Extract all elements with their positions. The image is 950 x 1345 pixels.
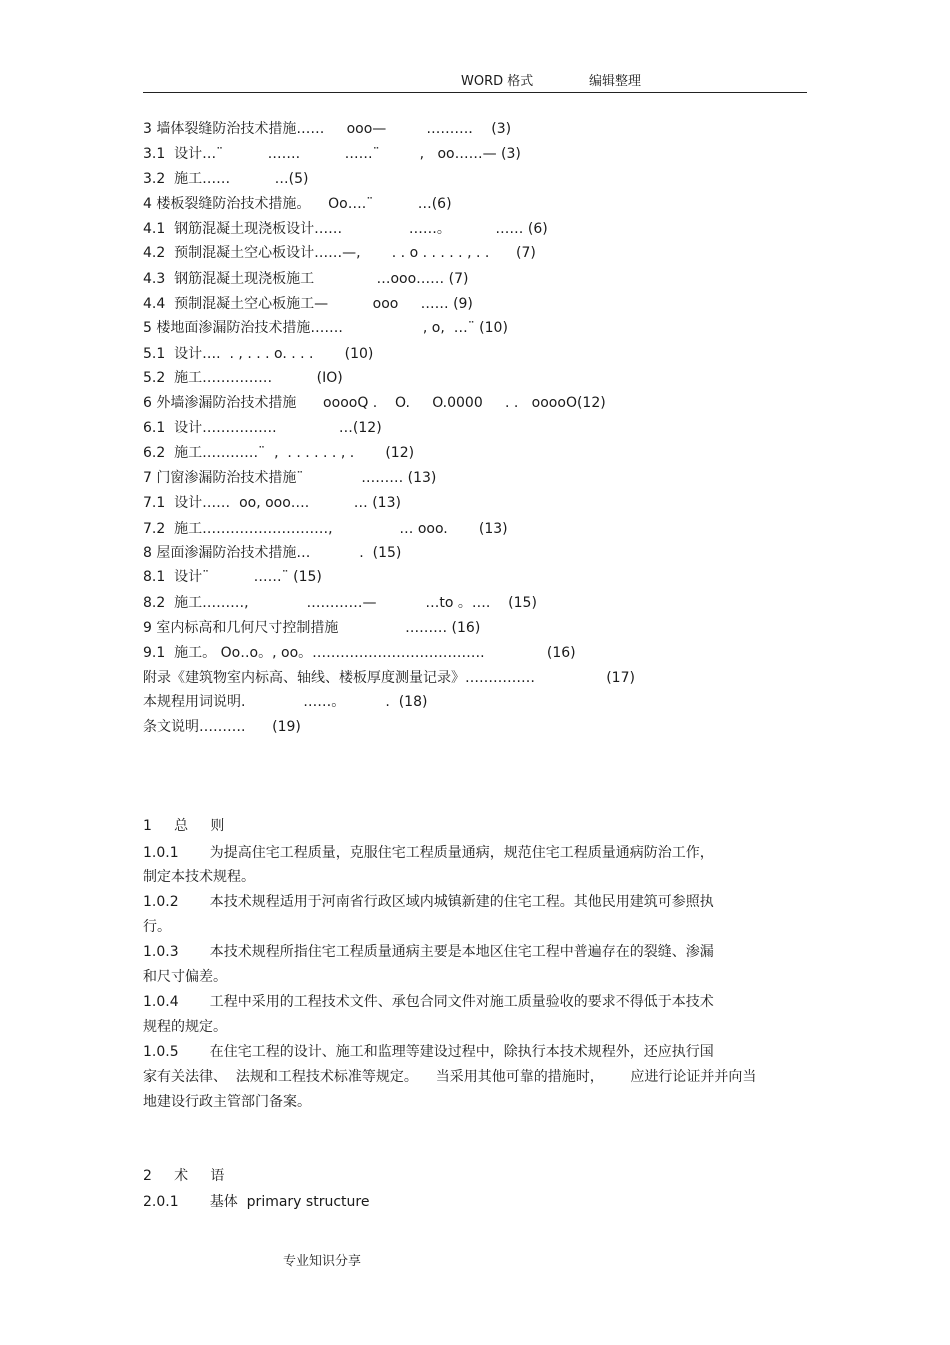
- toc-entry: 4.4 预制混凝土空心板施工— ooo …… (9): [143, 296, 473, 312]
- clause-text: 地建设行政主管部门备案。: [143, 1094, 311, 1110]
- toc-entry: 6 外墙渗漏防治技术措施 ooooQ . O. O.0000 . . ooooO(12): [143, 395, 606, 411]
- toc-entry: 3.2 施工…… …(5): [143, 171, 309, 187]
- section-heading: 1 总 则: [143, 818, 225, 834]
- clause-text: 1.0.3 本技术规程所指住宅工程质量通病主要是本地区住宅工程中普遍存在的裂缝、渗漏: [143, 944, 714, 960]
- toc-entry: 5.2 施工…………… (IO): [143, 370, 343, 386]
- toc-entry: 5.1 设计…. . , . . . o. . . . (10): [143, 346, 374, 362]
- toc-entry: 条文说明………. (19): [143, 719, 301, 735]
- toc-entry: 4.3 钢筋混凝土现浇板施工 …ooo…… (7): [143, 271, 469, 287]
- toc-entry: 9.1 施工。 Oo‥o。, oo。………………………………. (16): [143, 645, 576, 661]
- header-right-text: 编辑整理: [589, 74, 642, 89]
- header-left-text: WORD 格式: [461, 74, 534, 89]
- page-footer: 专业知识分享: [283, 1254, 362, 1269]
- toc-entry: 6.1 设计……………. …(12): [143, 420, 382, 436]
- toc-entry: 7.1 设计…… oo, ooo…. … (13): [143, 495, 401, 511]
- toc-entry: 8 屋面渗漏防治技术措施… . (15): [143, 545, 402, 561]
- clause-text: 规程的规定。: [143, 1019, 227, 1035]
- toc-entry: 7 门窗渗漏防治技术措施¨ ……… (13): [143, 470, 437, 486]
- clause-text: 2.0.1 基体 primary structure: [143, 1194, 370, 1210]
- toc-entry: 8.2 施工………, …………— …to 。…. (15): [143, 595, 537, 611]
- toc-entry: 3 墙体裂缝防治技术措施…… ooo— ………． (3): [143, 121, 512, 137]
- toc-entry: 9 室内标高和几何尺寸控制措施 ……… (16): [143, 620, 481, 636]
- toc-entry: 附录《建筑物室内标高、轴线、楼板厚度测量记录》…………… (17): [143, 670, 635, 686]
- toc-entry: 4 楼板裂缝防治技术措施。 Oo….¨ …(6): [143, 196, 452, 212]
- clause-text: 行。: [143, 919, 171, 935]
- page-header: [143, 68, 807, 93]
- toc-entry: 7.2 施工………………………, … ooo. (13): [143, 521, 508, 537]
- toc-entry: 4.2 预制混凝土空心板设计……—, . . o . . . . . , . . (7): [143, 245, 536, 261]
- toc-entry: 4.1 钢筋混凝土现浇板设计…… ……。 …… (6): [143, 221, 548, 237]
- clause-text: 1.0.5 在住宅工程的设计、施工和监理等建设过程中，除执行本技术规程外，还应执行国: [143, 1044, 714, 1060]
- clause-text: 家有关法律、 法规和工程技术标准等规定。 当采用其他可靠的措施时， 应进行论证并并向当: [143, 1069, 757, 1085]
- clause-text: 1.0.4 工程中采用的工程技术文件、承包合同文件对施工质量验收的要求不得低于本技术: [143, 994, 714, 1010]
- toc-entry: 8.1 设计¨ ……¨ (15): [143, 569, 322, 585]
- section-heading: 2 术 语: [143, 1168, 225, 1184]
- clause-text: 和尺寸偏差。: [143, 969, 227, 985]
- clause-text: 1.0.2 本技术规程适用于河南省行政区域内城镇新建的住宅工程。其他民用建筑可参照执: [143, 894, 714, 910]
- clause-text: 制定本技术规程。: [143, 869, 255, 885]
- toc-entry: 5 楼地面渗漏防治技术措施……. , o, …¨ (10): [143, 320, 508, 336]
- toc-entry: 3.1 设计…¨ ……. ……¨ , oo……— (3): [143, 146, 521, 162]
- clause-text: 1.0.1 为提高住宅工程质量，克服住宅工程质量通病，规范住宅工程质量通病防治工作，: [143, 845, 714, 861]
- toc-entry: 本规程用词说明. ……。 . (18): [143, 694, 428, 710]
- toc-entry: 6.2 施工…………¨ , . . . . . . , . (12): [143, 445, 415, 461]
